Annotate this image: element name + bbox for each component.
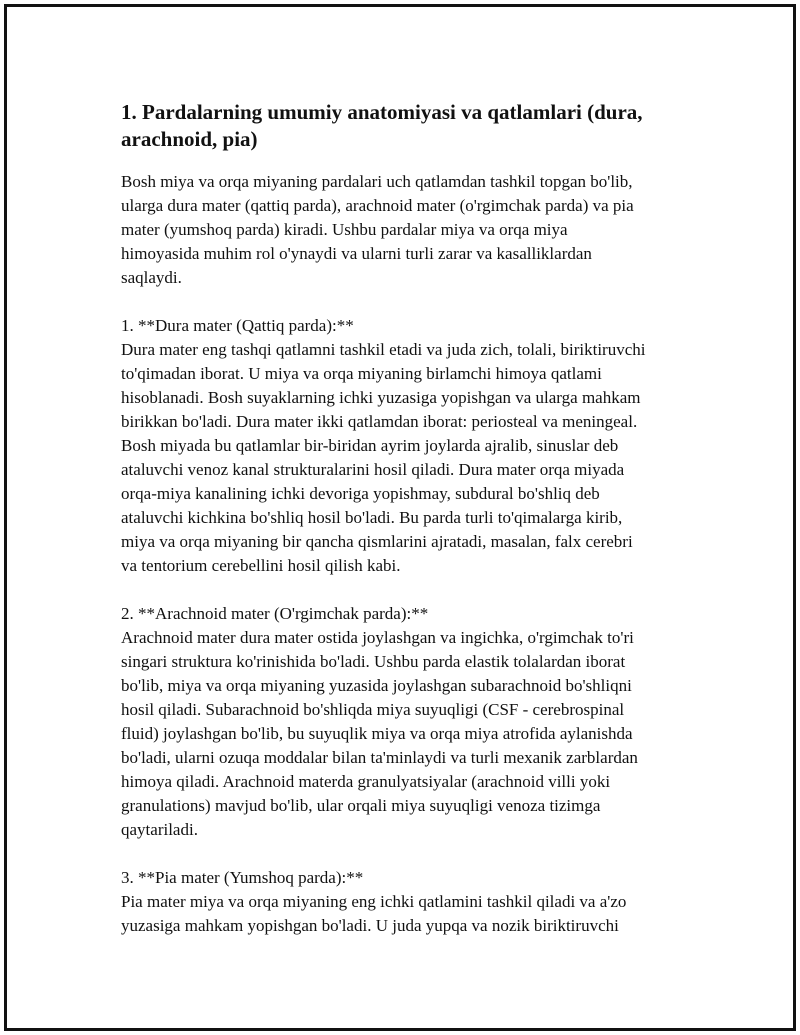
text-line: bo'lib, miya va orqa miyaning yuzasida joylashgan subarachnoid bo'shliqni	[121, 676, 632, 695]
text-line: Dura mater eng tashqi qatlamni tashkil etadi va juda zich, tolali, biriktiruvchi	[121, 340, 646, 359]
text-line: Arachnoid mater dura mater ostida joylashgan va ingichka, o'rgimchak to'ri	[121, 628, 634, 647]
text-line: hisoblanadi. Bosh suyaklarning ichki yuzasiga yopishgan va ularga mahkam	[121, 388, 641, 407]
text-line: va tentorium cerebellini hosil qilish kabi.	[121, 556, 401, 575]
text-line: yuzasiga mahkam yopishgan bo'ladi. U juda yupqa va nozik biriktiruvchi	[121, 916, 619, 935]
section-heading-line: 3. **Pia mater (Yumshoq parda):**	[121, 868, 364, 887]
pia-mater-section	[121, 866, 693, 938]
text-line: singari struktura ko'rinishida bo'ladi. Ushbu parda elastik tolalardan iborat	[121, 652, 626, 671]
text-line: orqa-miya kanalining ichki devoriga yopishmay, subdural bo'shliq deb	[121, 484, 600, 503]
text-line: fluid) joylashgan bo'lib, bu suyuqlik miya va orqa miya atrofida aylanishda	[121, 724, 633, 743]
text-line: saqlaydi.	[121, 268, 182, 287]
text-line: ataluvchi venoz kanal strukturalarini hosil qiladi. Dura mater orqa miyada	[121, 460, 625, 479]
intro-paragraph	[121, 170, 693, 290]
heading-line: arachnoid, pia)	[121, 127, 258, 151]
text-line: granulations) mavjud bo'lib, ular orqali miya suyuqligi venoza tizimga	[121, 796, 601, 815]
text-line: ularga dura mater (qattiq parda), arachnoid mater (o'rgimchak parda) va pia	[121, 196, 634, 215]
text-line: bo'ladi, ularni ozuqa moddalar bilan ta'minlaydi va turli mexanik zarblardan	[121, 748, 638, 767]
text-line: ataluvchi kichkina bo'shliq hosil bo'ladi. Bu parda turli to'qimalarga kirib,	[121, 508, 623, 527]
document-heading	[121, 99, 693, 153]
text-line: hosil qiladi. Subarachnoid bo'shliqda miya suyuqligi (CSF - cerebrospinal	[121, 700, 625, 719]
document-content	[121, 99, 693, 938]
text-line: qaytariladi.	[121, 820, 198, 839]
heading-line: 1. Pardalarning umumiy anatomiyasi va qatlamlari (dura,	[121, 100, 643, 124]
section-heading-line: 1. **Dura mater (Qattiq parda):**	[121, 316, 354, 335]
text-line: birikkan bo'ladi. Dura mater ikki qatlamdan iborat: periosteal va meningeal.	[121, 412, 638, 431]
text-line: Pia mater miya va orqa miyaning eng ichki qatlamini tashkil qiladi va a'zo	[121, 892, 627, 911]
text-line: miya va orqa miyaning bir qancha qismlarini ajratadi, masalan, falx cerebri	[121, 532, 633, 551]
text-line: mater (yumshoq parda) kiradi. Ushbu pardalar miya va orqa miya	[121, 220, 568, 239]
arachnoid-mater-section	[121, 602, 693, 842]
text-line: himoya qiladi. Arachnoid materda granulyatsiyalar (arachnoid villi yoki	[121, 772, 611, 791]
text-line: to'qimadan iborat. U miya va orqa miyaning birlamchi himoya qatlami	[121, 364, 602, 383]
document-page	[4, 4, 796, 1031]
dura-mater-section	[121, 314, 693, 578]
section-heading-line: 2. **Arachnoid mater (O'rgimchak parda):**	[121, 604, 429, 623]
text-line: Bosh miya va orqa miyaning pardalari uch qatlamdan tashkil topgan bo'lib,	[121, 172, 633, 191]
text-line: Bosh miyada bu qatlamlar bir-biridan ayrim joylarda ajralib, sinuslar deb	[121, 436, 619, 455]
text-line: himoyasida muhim rol o'ynaydi va ularni turli zarar va kasalliklardan	[121, 244, 592, 263]
